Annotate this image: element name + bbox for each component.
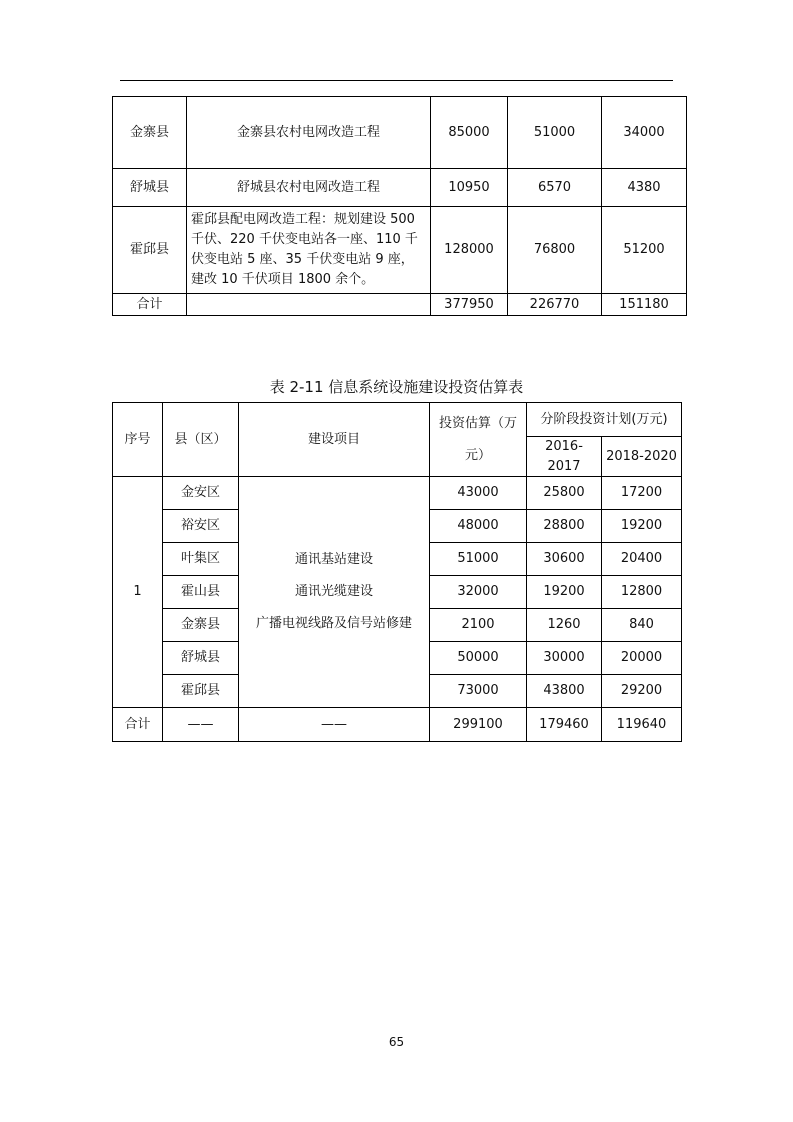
county-cell: 裕安区 — [163, 510, 239, 543]
project-item: 通讯基站建设 — [294, 552, 373, 567]
project-cell: —— — [239, 708, 430, 742]
estimate-cell: 32000 — [430, 576, 527, 609]
phase1-cell: 30000 — [527, 642, 602, 675]
phase1-cell: 179460 — [527, 708, 602, 742]
county-cell: 金寨县 — [163, 609, 239, 642]
phase2-cell: 51200 — [602, 207, 687, 294]
header-rule — [120, 80, 673, 81]
table-row — [113, 207, 687, 294]
info-system-investment-table — [112, 402, 682, 742]
phase2-cell: 151180 — [602, 294, 687, 316]
estimate-cell: 73000 — [430, 675, 527, 708]
total-label: 合计 — [113, 294, 187, 316]
project-cell: 舒城县农村电网改造工程 — [187, 169, 431, 207]
total-label: 合计 — [113, 708, 163, 742]
county-cell: 金安区 — [163, 477, 239, 510]
phase2-cell: 20400 — [602, 543, 682, 576]
table-caption: 表 2-11 信息系统设施建设投资估算表 — [269, 378, 524, 396]
header-phased: 分阶段投资计划(万元) — [527, 403, 682, 437]
phase2-cell: 4380 — [602, 169, 687, 207]
county-cell: 金寨县 — [113, 97, 187, 169]
county-cell: 霍邱县 — [113, 207, 187, 294]
total-row — [113, 294, 687, 316]
county-cell: —— — [163, 708, 239, 742]
phase2-cell: 19200 — [602, 510, 682, 543]
total-cell: 10950 — [431, 169, 508, 207]
project-cell: 霍邱县配电网改造工程：规划建设 500 千伏、220 千伏变电站各一座、110 千伏变电站 5 座、35 千伏变电站 9 座，建改 10 千伏项目 1800 余个。 — [187, 207, 431, 294]
header-phase2: 2018-2020 — [602, 437, 682, 477]
county-cell: 霍山县 — [163, 576, 239, 609]
phase2-cell: 119640 — [602, 708, 682, 742]
header-phase1: 2016-2017 — [527, 437, 602, 477]
phase1-cell: 226770 — [508, 294, 602, 316]
total-row — [113, 708, 682, 742]
phase1-cell: 51000 — [508, 97, 602, 169]
total-cell: 377950 — [431, 294, 508, 316]
header-project: 建设项目 — [239, 403, 430, 477]
page-number: 65 — [388, 1035, 405, 1049]
header-estimate: 投资估算（万元） — [430, 403, 527, 477]
county-cell: 霍邱县 — [163, 675, 239, 708]
estimate-cell: 43000 — [430, 477, 527, 510]
phase1-cell: 43800 — [527, 675, 602, 708]
project-cell: 金寨县农村电网改造工程 — [187, 97, 431, 169]
phase2-cell: 20000 — [602, 642, 682, 675]
phase1-cell: 1260 — [527, 609, 602, 642]
county-cell: 叶集区 — [163, 543, 239, 576]
header-index: 序号 — [113, 403, 163, 477]
estimate-cell: 51000 — [430, 543, 527, 576]
table-row — [113, 477, 682, 510]
phase1-cell: 25800 — [527, 477, 602, 510]
group-index: 1 — [113, 477, 163, 708]
estimate-cell: 299100 — [430, 708, 527, 742]
estimate-cell: 48000 — [430, 510, 527, 543]
table-row — [113, 97, 687, 169]
estimate-cell: 50000 — [430, 642, 527, 675]
header-county: 县（区） — [163, 403, 239, 477]
phase2-cell: 12800 — [602, 576, 682, 609]
phase1-cell: 30600 — [527, 543, 602, 576]
phase2-cell: 840 — [602, 609, 682, 642]
phase1-cell: 19200 — [527, 576, 602, 609]
phase2-cell: 29200 — [602, 675, 682, 708]
project-list — [239, 477, 430, 708]
project-item: 通讯光缆建设 — [294, 584, 373, 599]
header-row — [113, 403, 682, 437]
phase1-cell: 6570 — [508, 169, 602, 207]
table-row — [113, 169, 687, 207]
total-cell: 85000 — [431, 97, 508, 169]
total-cell: 128000 — [431, 207, 508, 294]
project-cell — [187, 294, 431, 316]
phase1-cell: 76800 — [508, 207, 602, 294]
grid-investment-table — [112, 96, 687, 316]
county-cell: 舒城县 — [113, 169, 187, 207]
phase1-cell: 28800 — [527, 510, 602, 543]
county-cell: 舒城县 — [163, 642, 239, 675]
phase2-cell: 17200 — [602, 477, 682, 510]
phase2-cell: 34000 — [602, 97, 687, 169]
estimate-cell: 2100 — [430, 609, 527, 642]
project-item: 广播电视线路及信号站修建 — [255, 616, 412, 631]
